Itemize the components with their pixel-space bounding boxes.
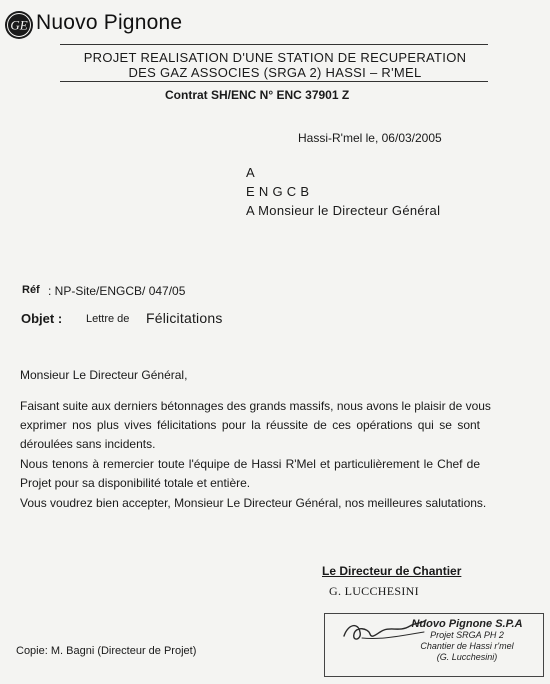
recipient-line3: A Monsieur le Directeur Général xyxy=(246,203,441,218)
recipient-line1: A xyxy=(246,165,255,180)
body-line: Nous tenons à remercier toute l'équipe de Hassi R'Mel et particulièrement le Chef de xyxy=(20,457,480,471)
place-date: Hassi-R'mel le, 06/03/2005 xyxy=(298,131,442,145)
header-rule-bottom xyxy=(60,81,488,82)
signatory-title: Le Directeur de Chantier xyxy=(322,564,462,578)
subject-title: Félicitations xyxy=(146,310,223,326)
body-line: Projet pour sa disponibilité totale et entière. xyxy=(20,476,251,490)
reference-label: Réf xyxy=(22,284,40,296)
header-rule-top xyxy=(60,44,488,45)
svg-text:GE: GE xyxy=(10,17,28,33)
body-line: Faisant suite aux derniers bétonnages des grands massifs, nous avons le plaisir de vous xyxy=(20,399,491,413)
contract-number: Contrat SH/ENC N° ENC 37901 Z xyxy=(165,88,350,102)
body-line: exprimer nos plus vives félicitations pour la réussite de ces opérations qui se sont xyxy=(20,418,480,432)
stamp-text xyxy=(392,619,542,663)
body-line: déroulées sans incidents. xyxy=(20,437,156,451)
stamp-project: Projet SRGA PH 2 xyxy=(430,630,504,640)
ge-monogram-icon xyxy=(4,10,34,40)
signatory-name: G. LUCCHESINI xyxy=(329,584,419,598)
stamp-site: Chantier de Hassi r'mel xyxy=(420,641,514,651)
subject-label: Objet : xyxy=(21,311,63,326)
salutation: Monsieur Le Directeur Général, xyxy=(20,368,188,382)
project-title-line2: DES GAZ ASSOCIES (SRGA 2) HASSI – R'MEL xyxy=(128,65,422,80)
project-title-line1: PROJET REALISATION D'UNE STATION DE RECUPERATION xyxy=(83,50,467,65)
subject-prefix: Lettre de xyxy=(86,313,130,325)
reference-value: : NP-Site/ENGCB/ 047/05 xyxy=(48,284,186,298)
copy-note: Copie: M. Bagni (Directeur de Projet) xyxy=(16,645,197,657)
stamp-company: Nuovo Pignone S.P.A xyxy=(411,618,523,630)
body-line: Vous voudrez bien accepter, Monsieur Le Directeur Général, nos meilleures salutations. xyxy=(20,496,487,510)
stamp-person: (G. Lucchesini) xyxy=(436,652,498,662)
recipient-line2: E N G C B xyxy=(246,184,310,199)
company-name: Nuovo Pignone xyxy=(36,11,183,34)
